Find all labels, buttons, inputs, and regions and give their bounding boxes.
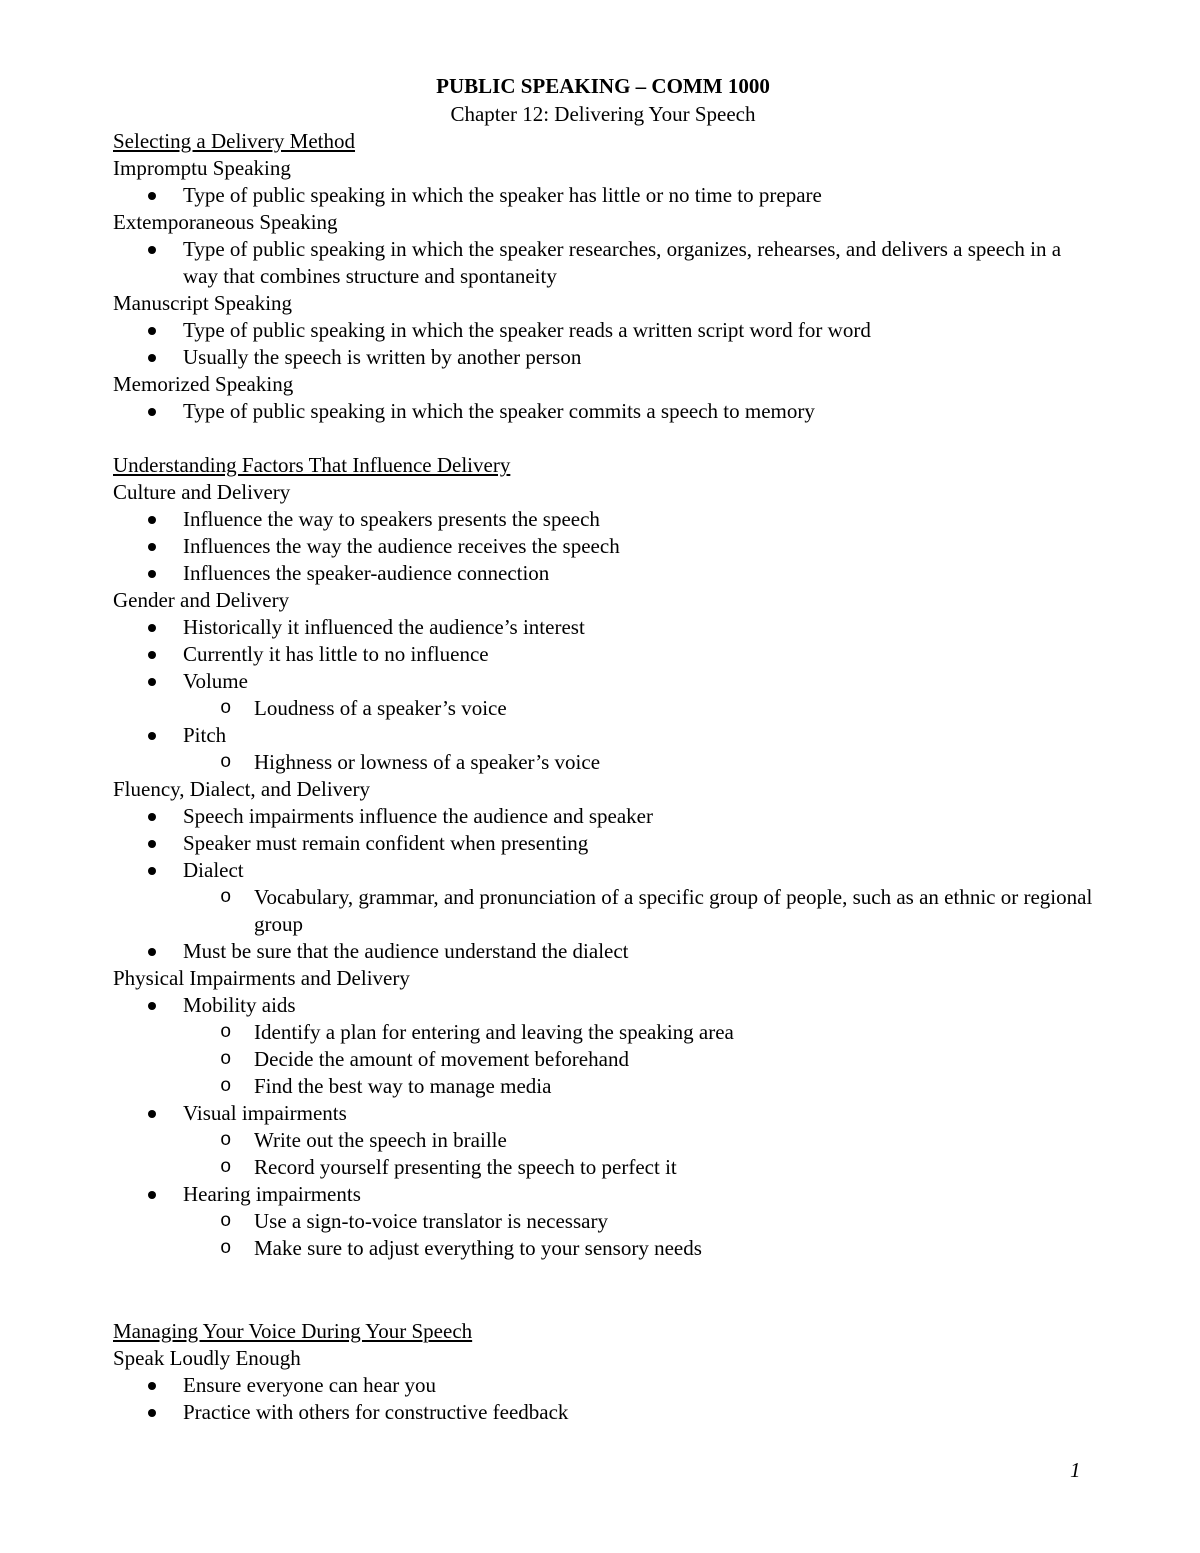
bullet-icon [148, 1191, 156, 1199]
bullet-icon [148, 948, 156, 956]
list-item: Pitch o Highness or lowness of a speaker’s voice [113, 722, 1093, 776]
section-heading: Managing Your Voice During Your Speech [113, 1319, 473, 1343]
sub-list [183, 884, 1093, 938]
list-item: Type of public speaking in which the speaker has little or no time to prepare [113, 182, 1093, 209]
bullet-icon [148, 192, 156, 200]
bullet-icon [148, 1110, 156, 1118]
bullet-icon [148, 327, 156, 335]
sub-list-item: o Use a sign-to-voice translator is necessary [220, 1209, 608, 1233]
bullet-icon [148, 732, 156, 740]
sub-list-item: o Find the best way to manage media [220, 1074, 552, 1098]
circle-bullet-icon: o [220, 886, 232, 908]
bullet-list [113, 1372, 1093, 1426]
list-item: Speaker must remain confident when presenting [113, 830, 1093, 857]
topic-label: Manuscript Speaking [113, 291, 293, 315]
chapter-subtitle: Chapter 12: Delivering Your Speech [450, 102, 756, 126]
topic-label: Impromptu Speaking [113, 156, 291, 180]
bullet-list [113, 614, 1093, 776]
topic-label: Extemporaneous Speaking [113, 210, 338, 234]
bullet-icon [148, 570, 156, 578]
bullet-icon [148, 516, 156, 524]
bullet-icon [148, 1002, 156, 1010]
sub-list [183, 1019, 1093, 1100]
list-item: Speech impairments influence the audience and speaker [113, 803, 1093, 830]
list-item: Hearing impairments o Use a sign-to-voice translator is necessary o Make sure to adjust everything to your sensory needs [113, 1181, 1093, 1262]
topic-label: Speak Loudly Enough [113, 1346, 301, 1370]
sub-list-item: o Identify a plan for entering and leaving the speaking area [220, 1020, 734, 1044]
sub-list-item: o Loudness of a speaker’s voice [220, 696, 507, 720]
sub-list-item: o Make sure to adjust everything to your sensory needs [220, 1236, 702, 1260]
bullet-icon [148, 354, 156, 362]
bullet-list [113, 317, 1093, 371]
sub-list [183, 749, 1093, 776]
bullet-list [113, 236, 1093, 290]
bullet-icon [148, 408, 156, 416]
circle-bullet-icon: o [220, 1210, 232, 1232]
bullet-list [113, 992, 1093, 1262]
topic-label: Physical Impairments and Delivery [113, 966, 410, 990]
section-heading: Understanding Factors That Influence Delivery [113, 453, 511, 477]
list-item: Type of public speaking in which the speaker commits a speech to memory [113, 398, 1093, 425]
circle-bullet-icon: o [220, 1156, 232, 1178]
sub-list-item: o Vocabulary, grammar, and pronunciation of a specific group of people, such as an ethnic or regional group [220, 885, 1093, 936]
circle-bullet-icon: o [220, 1129, 232, 1151]
list-item: Historically it influenced the audience’s interest [113, 614, 1093, 641]
list-item: Dialect o Vocabulary, grammar, and pronunciation of a specific group of people, such as an ethnic or regional group [113, 857, 1093, 938]
section-heading: Selecting a Delivery Method [113, 129, 356, 153]
bullet-list [113, 506, 1093, 587]
bullet-icon [148, 624, 156, 632]
bullet-icon [148, 1382, 156, 1390]
bullet-icon [148, 867, 156, 875]
document-page [113, 72, 1093, 1426]
topic-label: Fluency, Dialect, and Delivery [113, 777, 370, 801]
list-item: Mobility aids o Identify a plan for entering and leaving the speaking area o Decide the amount of movement beforehand o Find the best way to manage media [113, 992, 1093, 1100]
list-item: Ensure everyone can hear you [113, 1372, 1093, 1399]
sub-list-item: o Decide the amount of movement beforehand [220, 1047, 629, 1071]
sub-list [183, 695, 1093, 722]
list-item: Must be sure that the audience understand the dialect [113, 938, 1093, 965]
circle-bullet-icon: o [220, 1237, 232, 1259]
list-item: Influence the way to speakers presents the speech [113, 506, 1093, 533]
bullet-icon [148, 246, 156, 254]
sub-list-item: o Highness or lowness of a speaker’s voice [220, 750, 601, 774]
list-item: Practice with others for constructive feedback [113, 1399, 1093, 1426]
circle-bullet-icon: o [220, 1048, 232, 1070]
list-item: Influences the speaker-audience connection [113, 560, 1093, 587]
list-item: Usually the speech is written by another person [113, 344, 1093, 371]
sub-list-item: o Write out the speech in braille [220, 1128, 507, 1152]
list-item: Type of public speaking in which the speaker researches, organizes, rehearses, and delivers a speech in a way that combines structure and spontaneity [113, 236, 1093, 290]
topic-label: Culture and Delivery [113, 480, 291, 504]
document-title: PUBLIC SPEAKING – COMM 1000 [436, 74, 770, 98]
list-item: Currently it has little to no influence [113, 641, 1093, 668]
topic-label: Gender and Delivery [113, 588, 290, 612]
bullet-icon [148, 1409, 156, 1417]
circle-bullet-icon: o [220, 1075, 232, 1097]
sub-list [183, 1127, 1093, 1181]
list-item: Visual impairments o Write out the speech in braille o Record yourself presenting the speech to perfect it [113, 1100, 1093, 1181]
circle-bullet-icon: o [220, 697, 232, 719]
bullet-icon [148, 678, 156, 686]
sub-list-item: o Record yourself presenting the speech to perfect it [220, 1155, 677, 1179]
bullet-icon [148, 543, 156, 551]
sub-list [183, 1208, 1093, 1262]
topic-label: Memorized Speaking [113, 372, 294, 396]
bullet-list [113, 803, 1093, 965]
bullet-list [113, 398, 1093, 425]
list-item: Influences the way the audience receives the speech [113, 533, 1093, 560]
bullet-icon [148, 813, 156, 821]
page-number: 1 [1070, 1458, 1081, 1482]
circle-bullet-icon: o [220, 751, 232, 773]
bullet-icon [148, 840, 156, 848]
list-item: Volume o Loudness of a speaker’s voice [113, 668, 1093, 722]
bullet-list [113, 182, 1093, 209]
circle-bullet-icon: o [220, 1021, 232, 1043]
bullet-icon [148, 651, 156, 659]
list-item: Type of public speaking in which the speaker reads a written script word for word [113, 317, 1093, 344]
